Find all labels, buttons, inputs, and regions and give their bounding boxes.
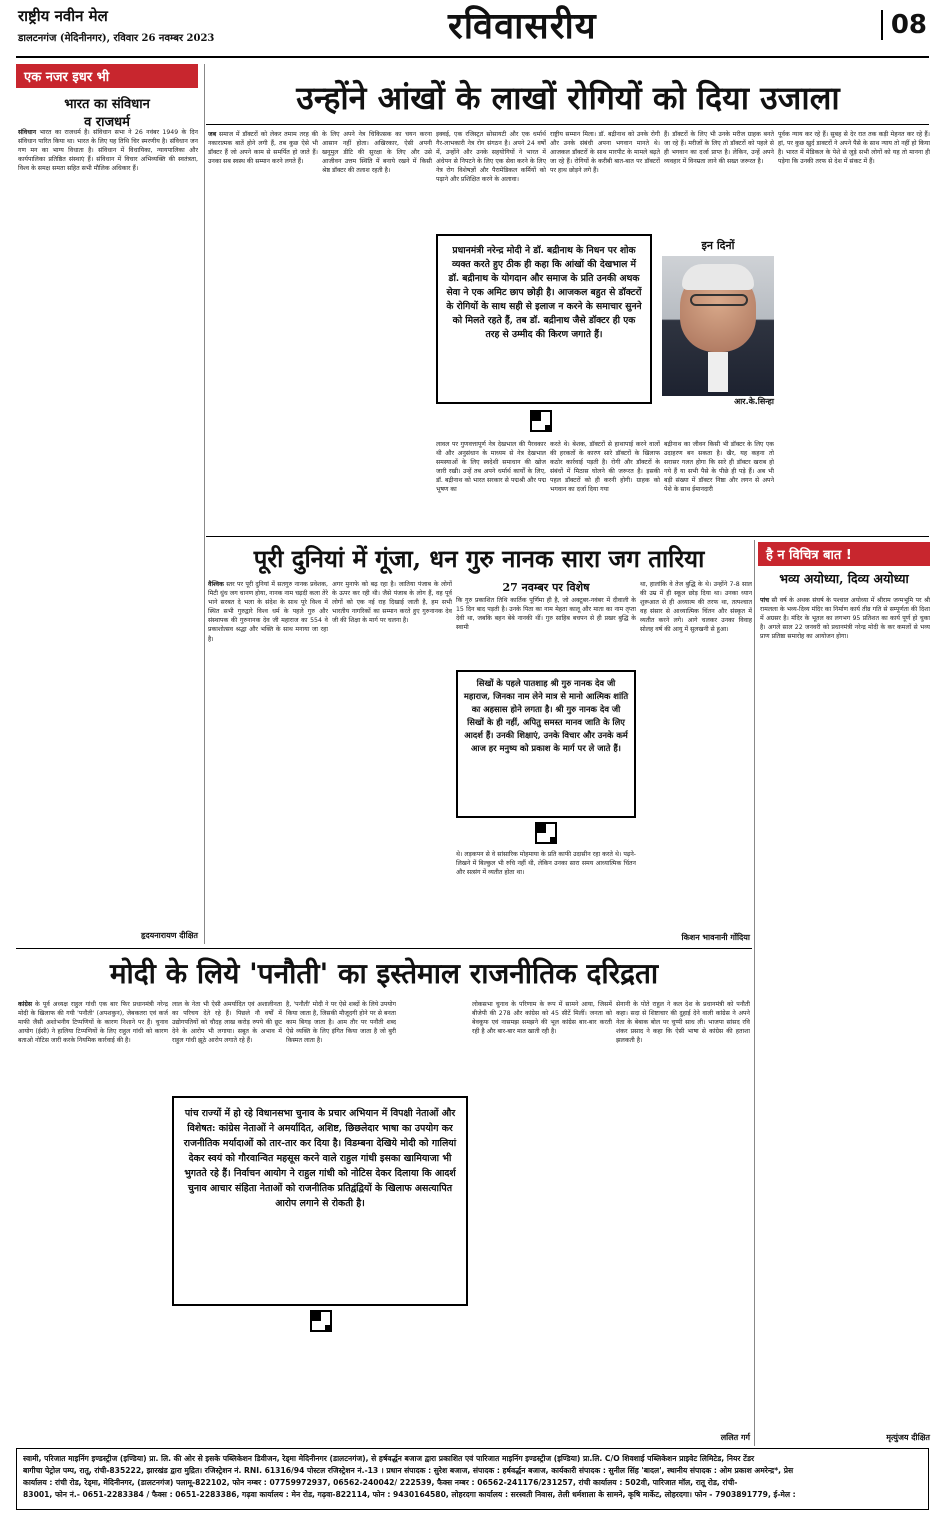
lead-col-6: पूर्वक न्याय कर रहे हैं। सुबह से देर रात तक कड़ी मेहनत कर रहे हैं। हां, पर कुछ खुर्द डाक्टरों ने अपने पैसे के साथ न्याय तो नहीं हो किया है। भारत में मेडिकल के पेशे से जुड़े सभी लोगों को यह तो मानना ही पड़ेगा कि उनकी तरफ से देश में संकट में हैं। [778,131,930,166]
left-panel-byline: हृदयनारायण दीक्षित [140,931,198,940]
lead-quote-text: प्रधानमंत्री नरेन्द्र मोदी ने डॉ. बद्रीनाथ के निधन पर शोक व्यक्त करते हुए ठीक ही कहा कि आंखों की देखभाल में डॉ. बद्रीनाथ के योगदान और समाज के प्रति उनकी अथक सेवा ने एक अमिट छाप छोड़ी है। आजकल बहुत से डॉक्टरों के रोगियों के साथ सही से इलाज न करने के समाचार सुनने को मिलते रहते हैं, तब डॉ. बद्रीनाथ जैसे डॉक्टर ही एक तरह से उम्मीद की किरण जगाते हैं। [446,245,642,340]
columnist-box [662,238,774,407]
section-title: रविवासरीय [448,5,597,47]
imprint-line-1: स्वामी, परिजात माइनिंग इण्डस्ट्रीज (इण्डिया) प्रा. लि. की ओर से इसके पब्लिकेशन डिवीजन, रेड्मा मेदिनीनगर (डालटनगंज), से हर्षवर्द्धन बजाज द्वारा प्रकाशित एवं पारिजात माइनिंग इण्डस्ट्रीज (इण्डिया) प्रा.लि. C/O शिवशाई पब्लिकेशन प्राइवेट लिमिटेड, नियर टेंडर [23,1454,755,1463]
lead-col-1 [208,130,318,530]
lead-lower-col-3: बद्रीनाथ का जीवन किसी भी डॉक्टर के लिए एक उदाहरण बन सकता है। खैर, यह कहना तो सरासर गलत होगा कि सारे ही डॉक्टर खराब हो गये हैं या सभी पैसे के पीछे ही पड़े हैं। अब भी बड़ी संख्या में डॉक्टर निष्ठा और लगन से अपने पेशे के साथ ईमानदारी [664,441,774,494]
ayodhya-lead-word: पांच [760,597,770,604]
left-panel-text: भारत का राजधर्म है। संविधान सभा ने 26 नवंबर 1949 के दिन संविधान पारित किया था। भारत के लिए यह तिथि चिर स्मरणीय है। संविधान जन गण मन का भाग्य विधाता है। संविधान में विधायिका, न्यायपालिका और कार्यपालिका प्रतिष्ठित संस्थाएं हैं। संविधान में विचार अभिव्यक्ति की स्वतंत्रता, विश्व के समक्ष समता सहित सभी मौलिक अधिकार हैं। [18,129,198,173]
mid-rule [206,536,929,537]
guru-col-4: था, हालांकि वे तेज बुद्धि के थे। उन्होंने 7-8 साल की उम्र में ही स्कूल छोड़ दिया था। उनका ध्यान शुरूआत से ही अध्यात्म की तरफ था, तत्पश्चात वह संसार से आध्यात्मिक चिंतन और संस्कृत में व्यतीत करने लगे। आगे चलकर उनका विवाह सोलह वर्ष की आयु में सुलखनी से हुआ। [640,581,752,634]
guru-headline: पूरी दुनियां में गूंजा, धन गुरु नानक सारा जग तारिया [253,544,705,573]
lower-rule [16,948,752,949]
lead-lower-col-1: लावल पर गुणवत्तापूर्ण नेत्र देखभाल की पैरवकार थी और अनुसंधान के माध्यम से नेत्र देखभाल समस्याओं के लिए स्वदेशी समाधान की खोज जारी रखी। उन्हें तब अपने धर्मार्थ कार्यों के लिए, डॉ. बद्रीनाथ को भारत सरकार से पद्मश्री और पद्म भूषण का [436,441,546,494]
ayodhya-byline: मृत्युंजय दीक्षित [886,1433,930,1442]
imprint-line-3: कार्यालय : रांची रोड, रेड्मा, मेदिनीनगर, (डालटनगंज) पलामू-822102, फोन नम्बर : 07759972937, 06562-240042/ 222539, फैक्स नम्बर : 06562-241176/231257, रांची कार्यालय : 502वी, पारिजात मॉल, रातू रोड, रांची- [23,1478,738,1487]
guru-lead-word: वैश्विक [208,581,224,588]
photo-credit: आर.के.सिन्हा [734,397,774,406]
columnist-photo [662,256,774,396]
lead-col-1-text: समाज में डॉक्टरों को लेकर तमाम तरह की नकारात्मक बातें होने लगी हैं, तब कुछ ऐसे भी डॉक्टर हैं जो अपने काम से समर्पित हो जाते हैं। उनका सब स्वस्थ की सम्मान करने लगते हैं। [208,131,318,166]
masthead-rule [16,56,929,58]
lead-headline: उन्होंने आंखों के लाखों रोगियों को दिया उजाला [296,79,840,117]
modi-col-1 [18,1000,168,1440]
photo-label: इन दिनों [701,239,735,252]
guru-pull-quote [456,670,636,818]
lead-col-5: हैं। डॉक्टरों के लिए भी उनके मरीज ग्राहक बनते जा रहे हैं। मरीजों के लिए तो डॉक्टरों को पहले से ही भगवान का दर्जा प्राप्त है। लेकिन, उन्हें अपने व्यवहार में विनम्रता लाने की सख्त जरूरत है। [664,131,774,166]
modi-byline: ललित गर्ग [720,1433,750,1442]
masthead [18,6,214,44]
imprint-line-4: 83001, फोन नं.- 0651-2283384 / फैक्स : 0651-2283386, गढ़वा कार्यालय : मेन रोड, गढ़वा-822114, फोन : 9430164580, लोहरदगा कार्यालय : सरस्वती निवास, तेली धर्मशाला के सामने, कृषि मार्केट, लोहरदगा। फोन - 7903891779, ई-मेल : [23,1490,796,1499]
modi-col-4: लोकसभा चुनाव के परिणाम के रूप में सामने आया, जिसमें बीजेपी की 278 और कांग्रेस को 45 सीटें मिलीं। जनता को बेवकूफ एवं नासमझ समझने की भूल कांग्रेस बार-बार करती रही है और बार-बार मात खाती रही है। [472,1001,612,1036]
lead-col-2: के लिए अपने नेत्र चिकित्सक का चयन करना आसान नहीं होता। अखिरकार, ऐसी अपनी खनूमुल डीटि की सुरक्षा के लिए और उसे आजीवन उत्तम स्थिति में बनाये रखने में किसी श्रेष्ठ डॉक्टर की तलाश रहती है। [322,131,432,175]
lead-col-3: इक्वई, एक रजिस्ट्रत सोसायटी और एक धर्मार्थ गैर-लाभकारी नेत्र रोग संगठन है। अपने 24 वर्षों में, उन्होंने और उनके सहयोगियों ने भारत में अंधेपन से निपटने के लिए एक सेवा करने के लिए नेत्र रोग विशेषज्ञों और पैरामेडिकल कर्मियों को पढ़ाने और प्रशिक्षित करने के अलावा। [436,131,546,184]
left-panel [16,64,198,130]
modi-col-5: सेनानी के पोते राहुल ने कल देश के प्रधानमंत्री को पनौती कहा। सदा से शिष्टाचार की दुहाई देने वाली कांग्रेस ने अपने नेता के बेबाक बोल पर चुप्पी साध ली। भाजपा सांसद रवि शंकर प्रसाद ने कहा कि ऐसी भाषा से कांग्रेस की हताशा झलकती है। [616,1001,750,1045]
guru-col-3-lower: थे। लड़कपन से वे सांसारिक मोहमाया के प्रति काफी उदासीन रहा करते थे। पढ़ने-लिखने में बिल्कुल भी रुचि नहीं थी, लेकिन उनका सारा समय आध्यात्मिक चिंतन और सत्संग में व्यतीत होता था। [456,851,636,877]
qr-code-icon [310,1310,332,1332]
left-panel-label: एक नजर इधर भी [16,64,198,88]
ayodhya-label: है न विचित्र बात ! [758,542,930,566]
left-panel-body [18,128,198,938]
lead-col-4: राष्ट्रीय सम्मान मिला। डॉ. बद्रीनाथ को उनके रोगी और उनके संबंधी अपना भगवान मानते थे। आजकल डॉक्टरों के साथ मारपीट के मामले बढ़ते जा रहे हैं। रोगियों के करीबी बात-बात पर डॉक्टरों पर हाथ छोड़ने लगे हैं। [550,131,660,175]
imprint-footer [16,1448,929,1510]
ayodhya-body [760,596,930,1430]
guru-col-1 [208,580,328,930]
guru-col-1-text: स्तर पर पूरी दुनियां में सतगुरु नानक प्रवेशक, मिटी धुंध जग चानण होया, नानक नाम चढ़दी कला तेरे भाने सरबत दे भला के संदेश के साथ पूरे विश्व में स्थित सभी गुरुद्वारे विश्व धर्म के पहले गुरु और संस्थापक की गुरुनानक देव जी महाराज का 554 वे प्रकाशोत्सव श्रद्धा और भक्ति के साथ मनाया जा रहा है। [208,581,328,643]
lead-lower-col-2: करते थे। बेशक, डॉक्टरों से हाथापाई करने वालों की हरकतों के कारण सारे डॉक्टरों के खिलाफ कठोर कार्रवाई पड़ती है। रोगी और डॉक्टरों के संबंधों में मिठास घोलने की जरूरत है। इसकी पहल डॉक्टरों को ही करनी होगी। ग्राहक को भगवान का दर्जा दिया गया [550,441,660,494]
modi-col-2: लाल के नेता भी ऐसी अमर्यादित एवं अशालीनता का परिचय देते रहे हैं। पिछले नौ वर्षों में उद्योगपतियों को चौदह लाख करोड़ रुपये की छूट देने के आरोप भी लगाया। सबूत के अभाव में राहुल गांधी झूठे आरोप लगाते रहे हैं। [172,1001,282,1045]
guru-special-label: 27 नवम्बर पर विशेष [502,581,590,594]
guru-col-3: कि गुरु प्रकाशित तिथि कार्तिक पूर्णिमा ही है, जो अक्टूबर-नवंबर में दीवाली के 15 दिन बाद पड़ती है। उनके पिता का नाम मेहता कालू और माता का नाम तृप्ता देवी था, जबकि बहन बेबे नानकी थीं। गुरु साहिब बचपन से ही प्रखर बुद्धि के स्वामी [456,597,636,632]
dateline: डालटनगंज (मेदिनीनगर), रविवार 26 नवम्बर 2023 [18,33,215,44]
paper-name: राष्ट्रीय नवीन मेल [18,7,108,25]
lead-pull-quote [436,234,652,404]
lead-lead-word: जब [208,131,217,138]
left-panel-lead-word: संविधान [18,129,37,136]
column-divider [204,64,205,944]
left-panel-title-1: भारत का संविधान [64,97,150,112]
ayodhya-headline: भव्य अयोध्या, दिव्य अयोध्या [779,571,909,586]
qr-code-icon [535,822,557,844]
page-number: 08 [881,10,927,40]
modi-col-1-text: के पूर्व अध्यक्ष राहुल गांधी एक बार फिर प्रधानमंत्री नरेन्द्र मोदी के खिलाफ की गयी 'पनौती' (अपशकुन), जेबकतरा एवं कर्ज माफी जैसी अशोभनीय टिप्पणियों के कारण निशाने पर हैं। चुनाव आयोग (ईसी) ने हालिया टिप्पणियों के लिए राहुल गांधी को कारण बताओ नोटिस जारी करके नियमिक कार्रवाई की है। [18,1001,168,1045]
left-panel-title-2: व राजधर्म [84,115,130,130]
modi-lead-word: कांग्रेस [18,1001,33,1008]
ayodhya-text: सौ वर्ष के अथक संघर्ष के पश्चात अयोध्या में श्रीराम जन्मभूमि पर श्री रामलला के भव्य-दिव्य मंदिर का निर्माण कार्य तीव्र गति से सम्पूर्णता की दिशा में अग्रसर है। मंदिर के भूतल का लगभग 95 प्रतिशत का कार्य पूर्ण हो चुका है। अगले साल 22 जनवरी को प्रधानमंत्री नरेन्द्र मोदी के कर कमलों से भव्य प्राण प्रतिष्ठा समारोह का आयोजन होगा। [760,597,930,641]
guru-col-2: अगर मुनाफे को बढ़ रहा है। जातिया पंजाब के लोगों के ऊपर कर रही थी। जैसे पंजाब के लोग हैं, वह पूर्व लोगों को एक नई राह दिखाई जाती है, हम सभी भारतीय नागरिकों का सम्मान करते हुए गुरुनानक देव जी की शिक्षा के मार्ग पर चलना है। [332,581,452,625]
guru-byline: किशन भावनानी गोंदिया [681,933,750,942]
modi-pull-quote [172,1096,468,1306]
modi-headline: मोदी के लिये 'पनौती' का इस्तेमाल राजनीतिक दरिद्रता [109,957,659,990]
modi-quote-text: पांच राज्यों में हो रहे विधानसभा चुनाव के प्रचार अभियान में विपक्षी नेताओं और विशेषत: कांग्रेस नेताओं ने अमर्यादित, अशिष्ट, छिछलेदार भाषा का उपयोग कर राजनीतिक मर्यादाओं को तार-तार कर दिया है। विडम्बना देखिये मोदी को गालियां देकर स्वयं को गौरवान्वित महसूस करने वाले राहुल गांधी इसका खामियाजा भी भुगतते रहे हैं। निर्वाचन आयोग ने राहुल गांधी को नोटिस देकर दिलाया कि आदर्श चुनाव आचार संहिता नेताओं को राजनीतिक प्रतिद्वंद्वियों के खिलाफ असत्यापित आरोप लगाने से रोकती है। [183,1108,457,1209]
imprint-line-2: बागीचा पेट्रोल पम्प, रातू, रांची-835222, झारखंड द्वारा मुद्रित। रजिस्ट्रेशन नं. RNI. 61316/94 पोस्टल रजिस्ट्रेशन नं.-13 । प्रधान संपादक : सुरेश बजाज, संपादक : हर्षवर्द्धन बजाज, कार्यकारी संपादक : सुनील सिंह 'बादल', स्थानीय संपादक : ओम प्रकाश अमरेन्द्र*, प्रेस [23,1466,794,1475]
lead-rule [206,124,929,125]
modi-col-3: है, 'पनौती' मोदी ने पर ऐसे शब्दों के लिये उपयोग किया जाता है, जिसकी मौजूदगी होने पर से बनता काम बिगड़ जाता है। आम तौर पर पनौती शब्द ऐसे व्यक्ति के लिए इंगित किया जाता है जो बुरी किस्मत लाता है। [286,1001,396,1045]
column-divider [754,540,755,1446]
guru-quote-text: सिखों के पहले पातशाह श्री गुरु नानक देव जी महाराज, जिनका नाम लेने मात्र से मानो आत्मिक शांति का अहसास होने लगता है। श्री गुरु नानक देव जी सिखों के ही नहीं, अपितु समस्त मानव जाति के लिए आदर्श हैं। उनकी शिक्षाएं, उनके विचार और उनके कर्म आज हर मनुष्य को प्रकाश के मार्ग पर ले जाते हैं। [463,678,629,753]
qr-code-icon [530,410,552,432]
